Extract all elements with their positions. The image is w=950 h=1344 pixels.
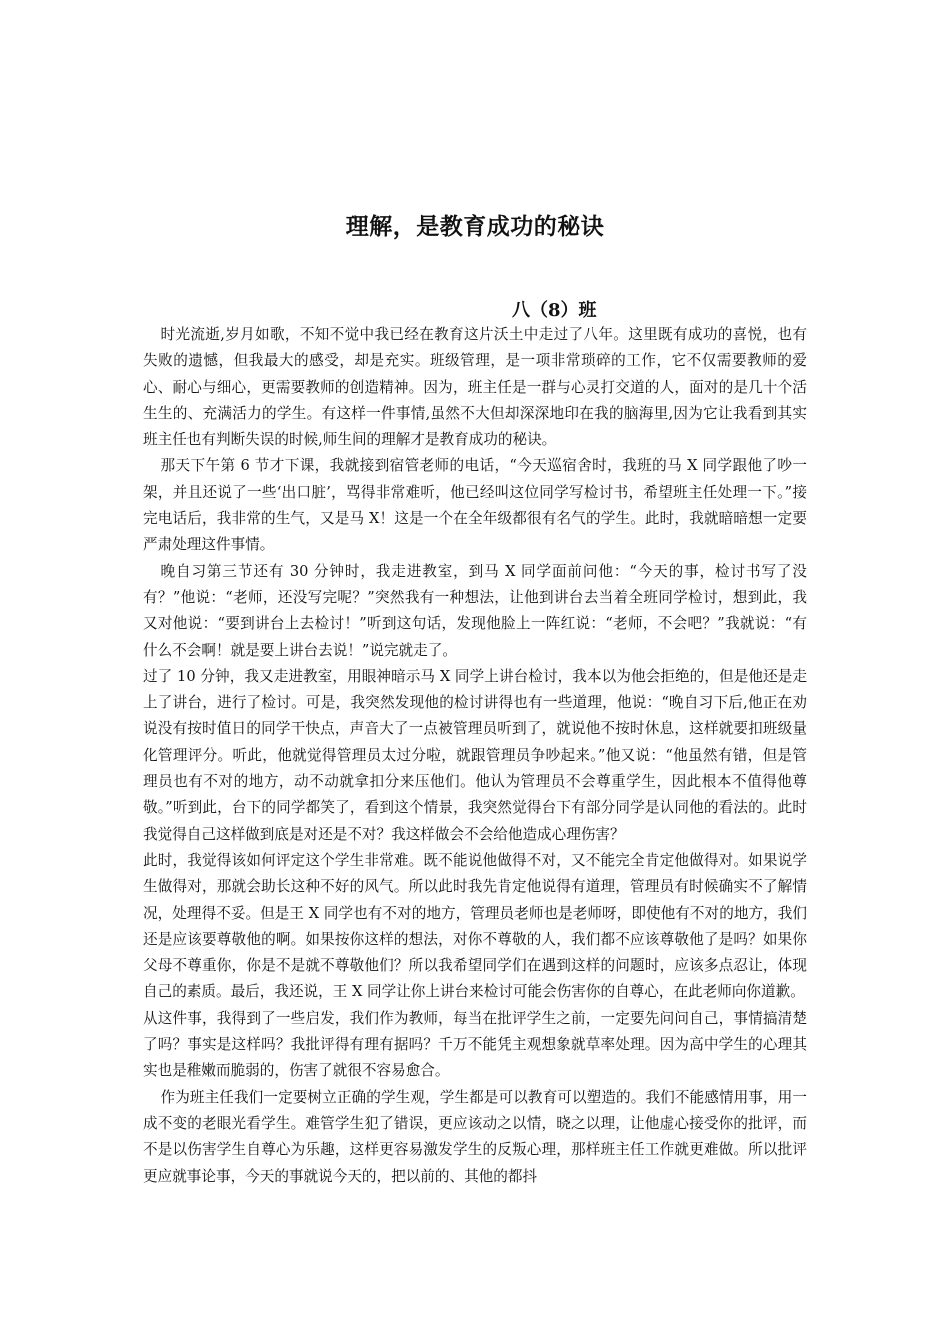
paragraph: 晚自习第三节还有 30 分钟时，我走进教室，到马 X 同学面前问他：“今天的事，检讨书写了没有？”他说：“老师，还没写完呢？”突然我有一种想法，让他到讲台去当着全班同学检讨，想到此，我又对他说：“要到讲台上去检讨！”听到这句话，发现他脸上一阵红说：“老师，不会吧？”我就说：“有什么不会啊！就是要上讲台去说！”说完就走了。 <box>143 562 807 659</box>
document-body <box>143 322 807 1332</box>
paragraph: 作为班主任我们一定要树立正确的学生观，学生都是可以教育可以塑造的。我们不能感情用事，用一成不变的老眼光看学生。难管学生犯了错误，更应该动之以情，晓之以理，让他虚心接受你的批评，而不是以伤害学生自尊心为乐趣，这样更容易激发学生的反叛心理，那样班主任工作就更难做。所以批评更应就事论事，今天的事就说今天的，把以前的、其他的都抖 <box>143 1088 807 1185</box>
paragraph: 此时，我觉得该如何评定这个学生非常难。既不能说他做得不对，又不能完全肯定他做得对。如果说学生做得对，那就会助长这种不好的风气。所以此时我先肯定他说得有道理，管理员有时候确实不了解情况，处理得不妥。但是王 X 同学也有不对的地方，管理员老师也是老师呀，即使他有不对的地方，我们还是应该要尊敬他的啊。如果按你这样的想法，对你不尊敬的人，我们都不应该尊敬他了是吗？如果你父母不尊重你，你是不是就不尊敬他们？所以我希望同学们在遇到这样的问题时，应该多点忍让，体现自己的素质。最后，我还说，王 X 同学让你上讲台来检讨可能会伤害你的自尊心，在此老师向你道歉。 <box>143 851 807 1001</box>
class-label: 八（8）班 <box>512 300 597 321</box>
paragraph: 过了 10 分钟，我又走进教室，用眼神暗示马 X 同学上讲台检讨，我本以为他会拒绝的，但是他还是走上了讲台，进行了检讨。可是，我突然发现他的检讨讲得也有一些道理，他说：“晚自习下后,他正在劝说没有按时值日的同学干快点，声音大了一点被管理员听到了，就说他不按时休息，这样就要扣班级量化管理评分。听此，他就觉得管理员太过分啦，就跟管理员争吵起来。”他又说：“他虽然有错，但是管理员也有不对的地方，动不动就拿扣分来压他们。他认为管理员不会尊重学生，因此根本不值得他尊敬。”听到此，台下的同学都笑了，看到这个情景，我突然觉得台下有部分同学是认同他的看法的。此时我觉得自己这样做到底是对还是不对？我这样做会不会给他造成心理伤害？ <box>143 667 807 843</box>
document-title: 理解，是教育成功的秘诀 <box>345 213 605 240</box>
paragraph: 从这件事，我得到了一些启发，我们作为教师，每当在批评学生之前，一定要先问问自己，事情搞清楚了吗？事实是这样吗？我批评得有理有据吗？千万不能凭主观想象就草率处理。因为高中学生的心理其实也是稚嫩而脆弱的，伤害了就很不容易愈合。 <box>143 1009 807 1080</box>
paragraph: 那天下午第 6 节才下课，我就接到宿管老师的电话，“今天巡宿舍时，我班的马 X 同学跟他了吵一架，并且还说了一些‘出口脏’，骂得非常难听，他已经叫这位同学写检讨书，希望班主任处理一下。”接完电话后，我非常的生气，又是马 X！这是一个在全年级都很有名气的学生。此时，我就暗暗想一定要严肃处理这件事情。 <box>143 457 807 554</box>
paragraph: 时光流逝,岁月如歌，不知不觉中我已经在教育这片沃土中走过了八年。这里既有成功的喜悦，也有失败的遗憾，但我最大的感受，却是充实。班级管理，是一项非常琐碎的工作，它不仅需要教师的爱心、耐心与细心，更需要教师的创造精神。因为，班主任是一群与心灵打交道的人，面对的是几十个活生生的、充满活力的学生。有这样一件事情,虽然不大但却深深地印在我的脑海里,因为它让我看到其实班主任也有判断失误的时候,师生间的理解才是教育成功的秘诀。 <box>143 326 807 449</box>
